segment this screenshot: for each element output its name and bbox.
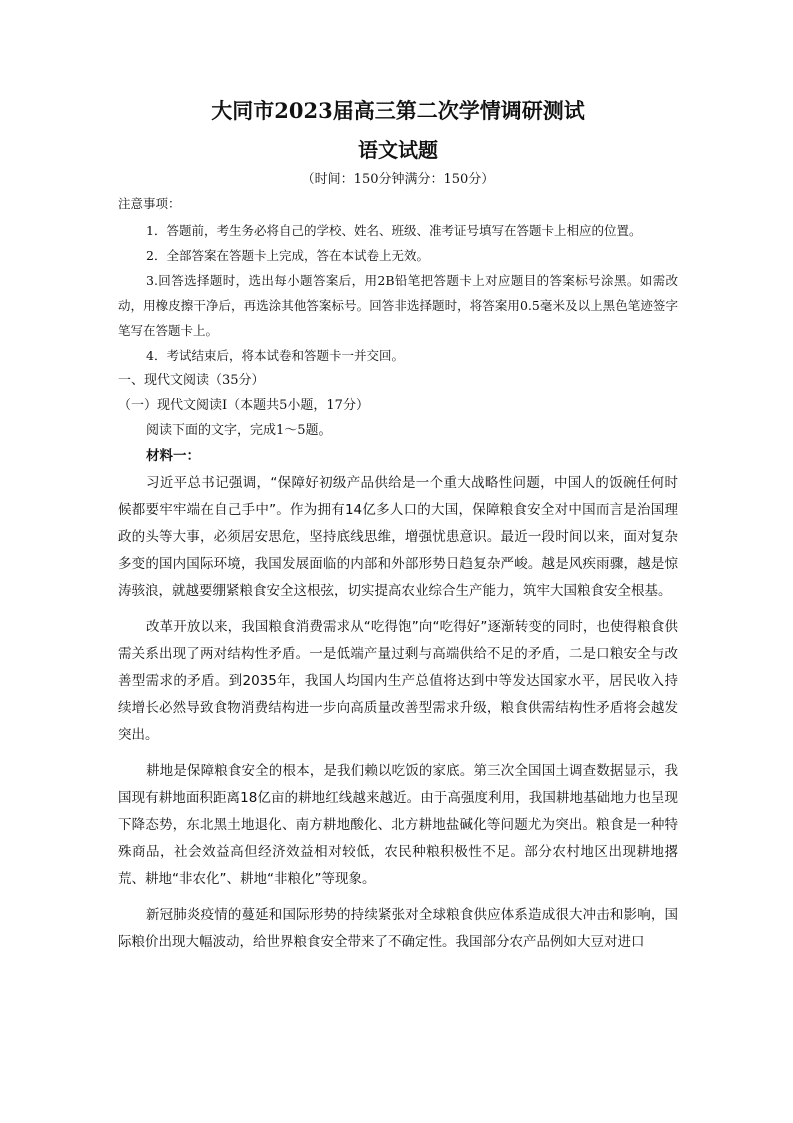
- section-sub-title: （一）现代文阅读Ⅰ（本题共5小题，17分）: [118, 398, 369, 413]
- body-paragraph: 新冠肺炎疫情的蔓延和国际形势的持续紧张对全球粮食供应体系造成很大冲击和影响，国际粮价出现大幅波动，给世界粮食安全带来了不确定性。我国部分农产品例如大豆对进口: [118, 907, 678, 950]
- body-paragraph: 习近平总书记强调，“保障好初级产品供给是一个重大战略性问题，中国人的饭碗任何时候都要牢牢端在自己手中”。作为拥有14亿多人口的大国，保障粮食安全对中国而言是治国理政的头等大事，必须居安思危，坚持底线思维，增强忧患意识。最近一段时间以来，面对复杂多变的国内国际环境，我国发展面临的内部和外部形势日趋复杂严峻。越是风疾雨骤，越是惊涛骇浪，就越要绷紧粮食安全这根弦，切实提高农业综合生产能力，筑牢大国粮食安全根基。: [118, 475, 678, 599]
- section-part-title: 一、现代文阅读（35分）: [118, 373, 265, 388]
- notice-heading: 注意事项：: [118, 196, 181, 211]
- notice-item: 2．全部答案在答题卡上完成，答在本试卷上无效。: [146, 248, 429, 263]
- exam-timing: （时间：150分钟满分：150分）: [301, 172, 495, 187]
- reading-instruction: 阅读下面的文字，完成1～5题。: [146, 423, 332, 438]
- notice-item: 1．答题前，考生务必将自己的学校、姓名、班级、准考证号填写在答题卡上相应的位置。: [146, 223, 642, 238]
- exam-subtitle: 语文试题: [358, 138, 438, 162]
- body-paragraph: 改革开放以来，我国粮食消费需求从“吃得饱”向“吃得好”逐渐转变的同时，也使得粮食供需关系出现了两对结构性矛盾。一是低端产量过剩与高端供给不足的矛盾，二是口粮安全与改善型需求的矛盾。到2035年，我国人均国内生产总值将达到中等发达国家水平，居民收入持续增长必然导致食物消费结构进一步向高质量改善型需求升级，粮食供需结构性矛盾将会越发突出。: [118, 619, 678, 743]
- exam-title: 大同市2023届高三第二次学情调研测试: [211, 98, 585, 123]
- notice-item: 4．考试结束后，将本试卷和答题卡一并交回。: [146, 348, 404, 363]
- notice-item: 3.回答选择题时，选出每小题答案后，用2B铅笔把答题卡上对应题目的答案标号涂黑。如需改动，用橡皮擦干净后，再选涂其他答案标号。回答非选择题时，将答案用0.5毫米及以上黑色笔迹签字笔写在答题卡上。: [118, 273, 678, 338]
- exam-page: [118, 96, 678, 956]
- material-label: 材料一：: [146, 448, 200, 464]
- body-paragraph: 耕地是保障粮食安全的根本，是我们赖以吃饭的家底。第三次全国国土调查数据显示，我国现有耕地面积距离18亿亩的耕地红线越来越近。由于高强度利用，我国耕地基础地力也呈现下降态势，东北黑土地退化、南方耕地酸化、北方耕地盐碱化等问题尤为突出。粮食是一种特殊商品，社会效益高但经济效益相对较低，农民种粮积极性不足。部分农村地区出现耕地撂荒、耕地“非农化”、耕地“非粮化”等现象。: [118, 763, 678, 887]
